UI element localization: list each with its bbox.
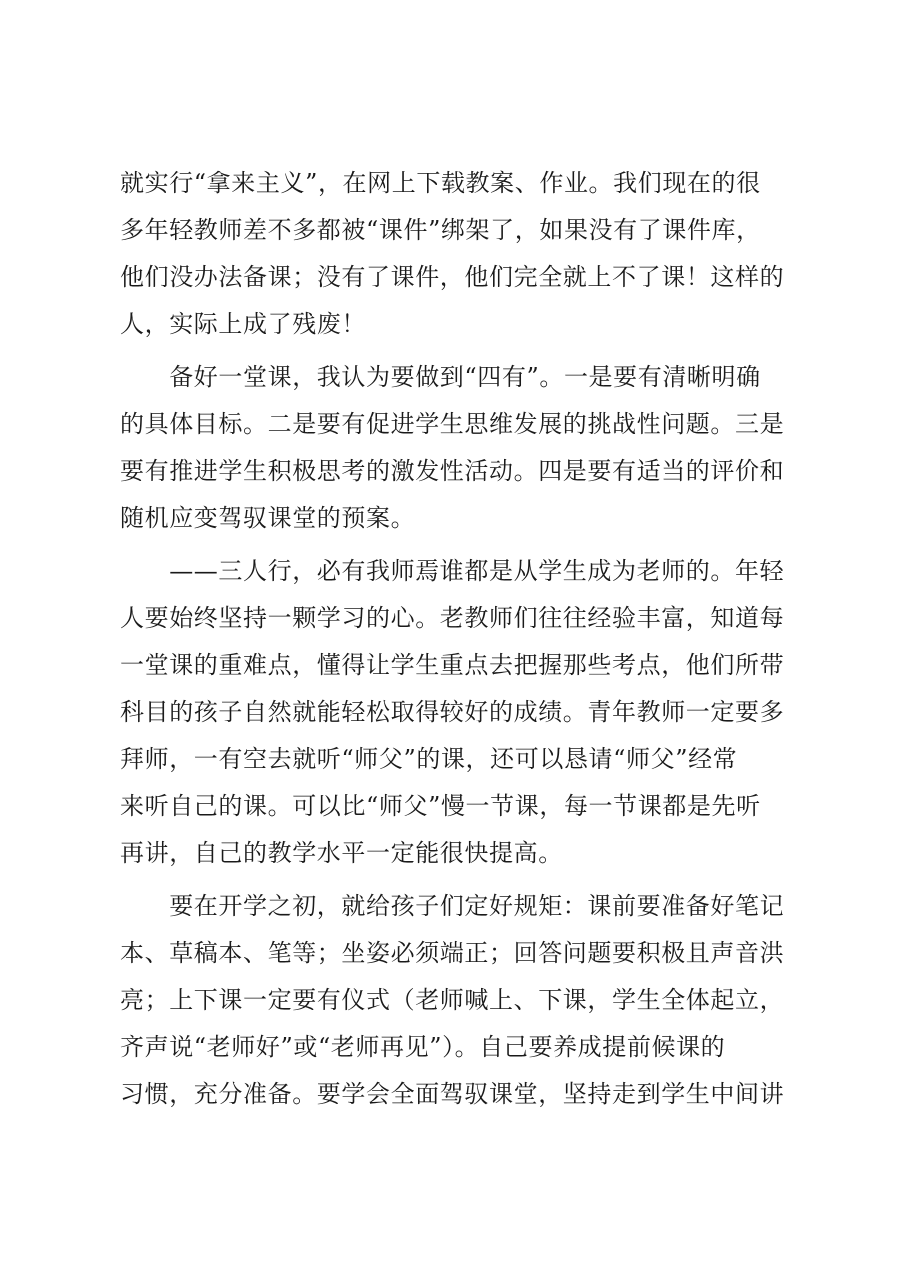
text-line: 齐声说“老师好”或“老师再见”）。自己要养成提前候课的 — [120, 1033, 726, 1061]
text-line: 要有推进学生积极思考的激发性活动。四是要有适当的评价和 — [120, 457, 785, 485]
text-line: 亮；上下课一定要有仪式（老师喊上、下课，学生全体起立， — [120, 986, 785, 1014]
text-line: 人，实际上成了残废！ — [120, 310, 366, 338]
text-line: 他们没办法备课；没有了课件，他们完全就上不了课！这样的 — [120, 263, 785, 291]
text-line: 习惯，充分准备。要学会全面驾驭课堂，坚持走到学生中间讲 — [120, 1080, 785, 1108]
text-line: 科目的孩子自然就能轻松取得较好的成绩。青年教师一定要多 — [120, 698, 785, 726]
paragraph-3 — [120, 548, 798, 877]
text-line: 要在开学之初，就给孩子们定好规矩：课前要准备好笔记 — [120, 892, 785, 920]
text-line: 多年轻教师差不多都被“课件”绑架了，如果没有了课件库， — [120, 216, 761, 244]
text-line: 本、草稿本、笔等；坐姿必须端正；回答问题要积极且声音洪 — [120, 939, 785, 967]
text-line: 拜师，一有空去就听“师父”的课，还可以恳请“师父”经常 — [120, 745, 738, 773]
document-body — [120, 160, 798, 1118]
text-line: 人要始终坚持一颗学习的心。老教师们往往经验丰富，知道每 — [120, 604, 785, 632]
text-line: 再讲，自己的教学水平一定能很快提高。 — [120, 839, 563, 867]
paragraph-1 — [120, 160, 798, 348]
paragraph-2 — [120, 354, 798, 542]
text-line: 备好一堂课，我认为要做到“四有”。一是要有清晰明确 — [120, 363, 761, 391]
text-line: 随机应变驾驭课堂的预案。 — [120, 504, 416, 532]
text-line: 就实行“拿来主义”，在网上下载教案、作业。我们现在的很 — [120, 169, 761, 197]
text-line: ——三人行，必有我师焉谁都是从学生成为老师的。年轻 — [120, 557, 785, 585]
paragraph-4 — [120, 883, 798, 1118]
text-line: 的具体目标。二是要有促进学生思维发展的挑战性问题。三是 — [120, 410, 785, 438]
text-line: 一堂课的重难点，懂得让学生重点去把握那些考点，他们所带 — [120, 651, 785, 679]
text-line: 来听自己的课。可以比“师父”慢一节课，每一节课都是先听 — [120, 792, 761, 820]
